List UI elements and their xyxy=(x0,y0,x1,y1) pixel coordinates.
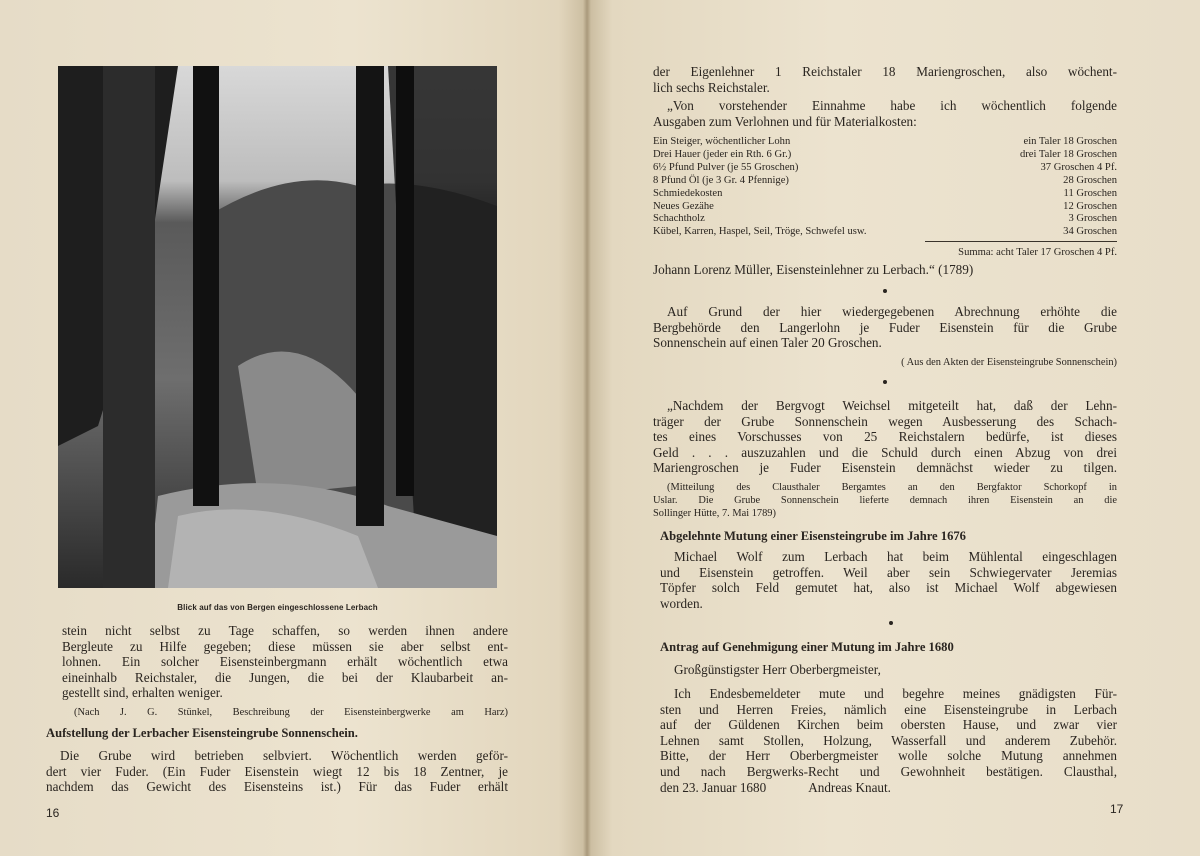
text-line: dert vier Fuder. (Ein Fuder Eisenstein wiegt 12 bis 18 Zentner, je xyxy=(46,763,508,779)
text-line: Ausgaben zum Verlohnen und für Materialkosten: xyxy=(653,113,917,129)
cost-item: Schmiedekosten xyxy=(653,187,723,199)
citation-akten: ( Aus den Akten der Eisensteingrube Sonnenschein) xyxy=(901,357,1117,368)
book-spine xyxy=(583,0,591,856)
text-line: Mariengroschen je Fuder Eisenstein demnächst wieder zu tilgen. xyxy=(653,460,1117,476)
text-line: Lehnen samt Stollen, Holzung, Wasserfall und anderem Zubehör. xyxy=(660,732,1117,748)
table-row xyxy=(653,162,1117,175)
cost-amount: 34 Groschen xyxy=(1063,226,1117,238)
table-row xyxy=(653,149,1117,162)
table-row xyxy=(653,188,1117,201)
text-line: Auf Grund der hier wiedergegebenen Abrechnung erhöhte die xyxy=(667,304,1117,319)
cost-table xyxy=(653,136,1117,239)
cost-item: Schachtholz xyxy=(653,213,705,225)
left-citation xyxy=(74,706,508,719)
cost-amount: drei Taler 18 Groschen xyxy=(1019,148,1117,160)
cost-amount: 37 Groschen 4 Pf. xyxy=(1040,161,1117,173)
salutation: Großgünstigster Herr Oberbergmeister, xyxy=(674,662,881,677)
signature-line: Johann Lorenz Müller, Eisensteinlehner zu Lerbach.“ (1789) xyxy=(653,262,974,277)
closing-name: Andreas Knaut. xyxy=(808,779,891,795)
cost-amount: 3 Groschen xyxy=(1068,213,1117,225)
forest-valley-photo xyxy=(58,66,497,588)
text-line: Sollinger Hütte, 7. Mai 1789) xyxy=(653,508,776,519)
text-line: Michael Wolf zum Lerbach hat beim Mühlental eingeschlagen xyxy=(674,549,1117,564)
text-line: eineinhalb Reichstaler, die Jungen, die bei der Klaubarbeit an- xyxy=(62,669,508,685)
citation-bergamt xyxy=(653,481,1117,520)
cost-item: Drei Hauer (jeder ein Rth. 6 Gr.) xyxy=(653,148,792,160)
section-heading-1676: Abgelehnte Mutung einer Eisensteingrube im Jahre 1676 xyxy=(660,529,966,543)
text-line: Geld . . . auszuzahlen und die Schuld durch einen Abzug von drei xyxy=(653,444,1117,460)
text-line: und nach Bergwerks-Recht und Gewohnheit bestätigen. Clausthal, xyxy=(660,763,1117,779)
separator-dot xyxy=(883,289,887,293)
cost-item: Kübel, Karren, Haspel, Seil, Tröge, Schwefel usw. xyxy=(653,226,867,238)
cost-amount: 12 Groschen xyxy=(1063,200,1117,212)
text-line: „Nachdem der Bergvogt Weichsel mitgeteilt hat, daß der Lehn- xyxy=(667,398,1117,413)
cost-item: Ein Steiger, wöchentlicher Lohn xyxy=(653,136,791,147)
section-heading: Aufstellung der Lerbacher Eisensteingrube Sonnenschein. xyxy=(46,726,358,740)
separator-dot xyxy=(889,621,893,625)
right-paragraph-1 xyxy=(653,64,1117,95)
text-line: Bergleute zu Hilfe gegeben; diese müssen sie aber selbst ent- xyxy=(62,638,508,654)
cost-item: 6½ Pfund Pulver (je 55 Groschen) xyxy=(653,161,799,173)
text-line: Die Grube wird betrieben selbviert. Wöchentlich werden geför- xyxy=(60,748,508,763)
text-line: Sonnenschein auf einen Taler 20 Groschen. xyxy=(653,335,882,351)
citation-text: (Nach J. G. Stünkel, Beschreibung der Eisensteinbergwerke am Harz) xyxy=(74,707,508,718)
cost-amount: 11 Groschen xyxy=(1063,187,1117,199)
text-line: sten und Herren Freies, nämlich eine Eisensteingrube in Lerbach xyxy=(660,701,1117,717)
text-line: träger der Grube Sonnenschein wegen Ausbesserung des Schach- xyxy=(653,413,1117,429)
table-row xyxy=(653,213,1117,226)
quote-paragraph xyxy=(653,398,1117,476)
page-number-right: 17 xyxy=(1110,802,1124,816)
text-line: nachdem das Gewicht des Eisensteins ist.) Für das Fuder erhält xyxy=(46,779,508,795)
photo-caption: Blick auf das von Bergen eingeschlossene Lerbach xyxy=(177,603,378,612)
separator-dot xyxy=(883,380,887,384)
cost-amount: ein Taler 18 Groschen xyxy=(1023,136,1117,147)
text-line: und Eisenstein getroffen. Weil aber sein Schwiegervater Jeremias xyxy=(660,564,1117,580)
text-line: auf der Güldenen Kirchen beim obersten Hause, und zwar vier xyxy=(660,717,1117,733)
text-line: lich sechs Reichstaler. xyxy=(653,79,770,95)
sum-rule xyxy=(925,241,1117,242)
text-line: Uslar. Die Grube Sonnenschein lieferte demnach ihren Eisenstein an die xyxy=(653,495,1117,506)
cost-item: Neues Gezähe xyxy=(653,200,714,212)
text-line: Ich Endesbemeldeter mute und begehre meines gnädigsten Für- xyxy=(674,686,1117,701)
table-row xyxy=(653,226,1117,239)
text-line: Töpfer solch Feld gemutet hat, also ist Michael Wolf abgewiesen xyxy=(660,580,1117,596)
text-line: stein nicht selbst zu Tage schaffen, so werden ihnen andere xyxy=(62,623,508,638)
text-line: worden. xyxy=(660,595,703,611)
text-line xyxy=(660,780,1117,796)
page-number-left: 16 xyxy=(46,806,60,820)
cost-sum: Summa: acht Taler 17 Groschen 4 Pf. xyxy=(958,247,1117,258)
right-paragraph-5 xyxy=(660,686,1117,795)
text-line: lohnen. Ein solcher Eisensteinbergmann erhält wöchentlich etwa xyxy=(62,654,508,670)
closing-date: den 23. Januar 1680 xyxy=(660,779,767,795)
right-paragraph-3 xyxy=(653,304,1117,351)
left-paragraph-2 xyxy=(46,748,508,795)
text-line: Bitte, der Herr Oberbergmeister wolle solche Mutung annehmen xyxy=(660,748,1117,764)
text-line: „Von vorstehender Einnahme habe ich wöchentlich folgende xyxy=(667,98,1117,113)
table-row xyxy=(653,201,1117,214)
cost-amount: 28 Groschen xyxy=(1063,174,1117,186)
text-line: der Eigenlehner 1 Reichstaler 18 Mariengroschen, also wöchent- xyxy=(653,64,1117,79)
right-paragraph-2 xyxy=(653,98,1117,129)
left-paragraph-1 xyxy=(62,623,508,701)
right-paragraph-4 xyxy=(660,549,1117,611)
section-heading-1680: Antrag auf Genehmigung einer Mutung im Jahre 1680 xyxy=(660,640,954,654)
cost-item: 8 Pfund Öl (je 3 Gr. 4 Pfennige) xyxy=(653,174,789,186)
text-line: Bergbehörde den Langerlohn je Fuder Eisenstein für die Grube xyxy=(653,319,1117,335)
table-row xyxy=(653,175,1117,188)
text-line: tes eines Vorschusses von 25 Reichstalern bedürfe, ist dieses xyxy=(653,429,1117,445)
text-line: (Mitteilung des Clausthaler Bergamtes an den Bergfaktor Schorkopf in xyxy=(667,482,1117,493)
text-line: gestellt sind, erhalten weniger. xyxy=(62,685,223,701)
table-row xyxy=(653,136,1117,149)
